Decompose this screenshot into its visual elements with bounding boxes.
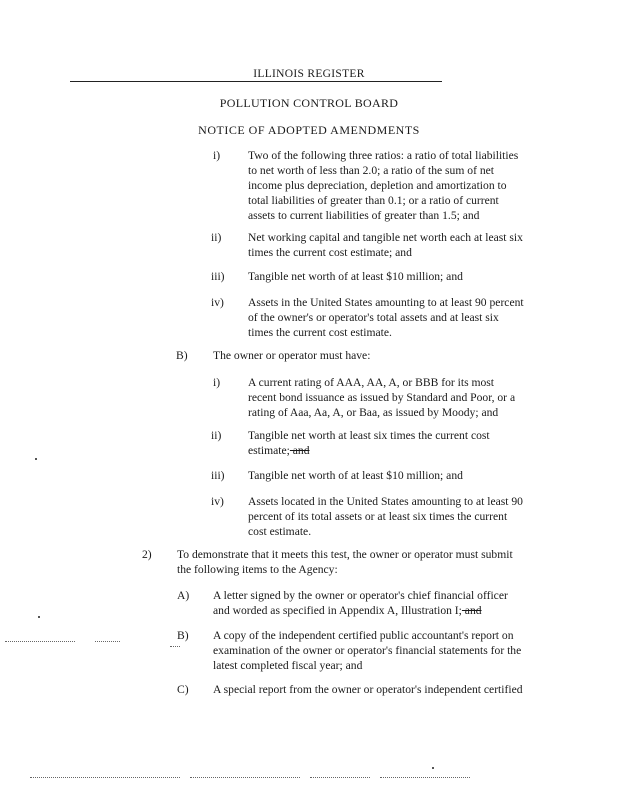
item-marker: C)	[177, 683, 189, 696]
text-fragment: and worded as specified in Appendix A, Illustration I;	[213, 604, 462, 617]
text-line: A current rating of AAA, AA, A, or BBB for its most	[248, 376, 495, 389]
item-marker: ii)	[211, 429, 222, 442]
list-item	[248, 468, 463, 483]
text-line: recent bond issuance as issued by Standard and Poor, or a	[248, 391, 516, 404]
text-line: Assets in the United States amounting to at least 90 percent	[248, 296, 524, 309]
text-line: of the owner's or operator's total assets and at least six	[248, 311, 499, 324]
text-line: rating of Aaa, Aa, A, or Baa, as issued by Moody; and	[248, 406, 499, 419]
text-line: A special report from the owner or operator's independent certified	[213, 683, 523, 696]
text-line: the following items to the Agency:	[177, 563, 338, 576]
item-marker: iv)	[211, 296, 224, 309]
scan-artifact	[38, 616, 40, 618]
text-line: assets to current liabilities of greater than 1.5; and	[248, 209, 480, 222]
text-line: percent of its total assets or at least six times the current	[248, 510, 508, 523]
list-item	[213, 588, 508, 618]
text-line	[213, 603, 508, 618]
scan-artifact	[190, 777, 300, 778]
section-marker: B)	[176, 349, 188, 362]
section-intro: The owner or operator must have:	[213, 349, 371, 362]
scan-artifact	[170, 646, 180, 647]
text-line: A copy of the independent certified public accountant's report on	[213, 629, 514, 642]
list-item	[248, 148, 518, 223]
header-rule	[70, 81, 442, 82]
item-marker: B)	[177, 629, 189, 642]
text-fragment: estimate;	[248, 444, 290, 457]
scan-artifact	[310, 777, 370, 778]
item-marker: iv)	[211, 495, 224, 508]
scan-artifact	[380, 777, 470, 778]
text-line: Tangible net worth of at least $10 million; and	[248, 469, 463, 482]
text-line: total liabilities of greater than 0.1; or a ratio of current	[248, 194, 499, 207]
text-line: A letter signed by the owner or operator's chief financial officer	[213, 589, 508, 602]
list-item	[213, 628, 521, 673]
scan-artifact	[5, 641, 75, 642]
struck-text: and	[461, 604, 482, 617]
text-line: to net worth of less than 2.0; a ratio of the sum of net	[248, 164, 494, 177]
list-item	[248, 428, 490, 458]
text-line: Tangible net worth of at least $10 million; and	[248, 270, 463, 283]
list-item	[248, 230, 523, 260]
notice-title: NOTICE OF ADOPTED AMENDMENTS	[198, 123, 420, 137]
text-line	[248, 443, 490, 458]
scan-artifact	[95, 641, 120, 642]
text-line: latest completed fiscal year; and	[213, 659, 363, 672]
list-item	[248, 494, 523, 539]
text-line: To demonstrate that it meets this test, the owner or operator must submit	[177, 548, 513, 561]
text-line: examination of the owner or operator's financial statements for the	[213, 644, 522, 657]
text-line: income plus depreciation, depletion and amortization to	[248, 179, 507, 192]
list-item	[248, 375, 515, 420]
struck-text: and	[289, 444, 310, 457]
item-marker: i)	[213, 376, 221, 389]
item-marker: iii)	[211, 270, 225, 283]
text-line: Two of the following three ratios: a ratio of total liabilities	[248, 149, 519, 162]
text-line: Assets located in the United States amounting to at least 90	[248, 495, 523, 508]
register-title: ILLINOIS REGISTER	[253, 68, 365, 80]
text-line: times the current cost estimate.	[248, 326, 392, 339]
section-intro	[177, 547, 513, 577]
section-marker: 2)	[142, 548, 152, 561]
text-line: Tangible net worth at least six times the current cost	[248, 429, 490, 442]
board-title: POLLUTION CONTROL BOARD	[219, 96, 399, 110]
item-marker: A)	[177, 589, 190, 602]
item-marker: i)	[213, 149, 221, 162]
item-marker: iii)	[211, 469, 225, 482]
scan-artifact	[30, 777, 180, 778]
list-item	[248, 295, 524, 340]
text-line: times the current cost estimate; and	[248, 246, 412, 259]
text-line: Net working capital and tangible net worth each at least six	[248, 231, 523, 244]
item-marker: ii)	[211, 231, 222, 244]
scan-artifact	[432, 767, 434, 769]
list-item	[213, 682, 523, 697]
list-item	[248, 269, 463, 284]
text-line: cost estimate.	[248, 525, 312, 538]
scan-artifact	[35, 458, 37, 460]
